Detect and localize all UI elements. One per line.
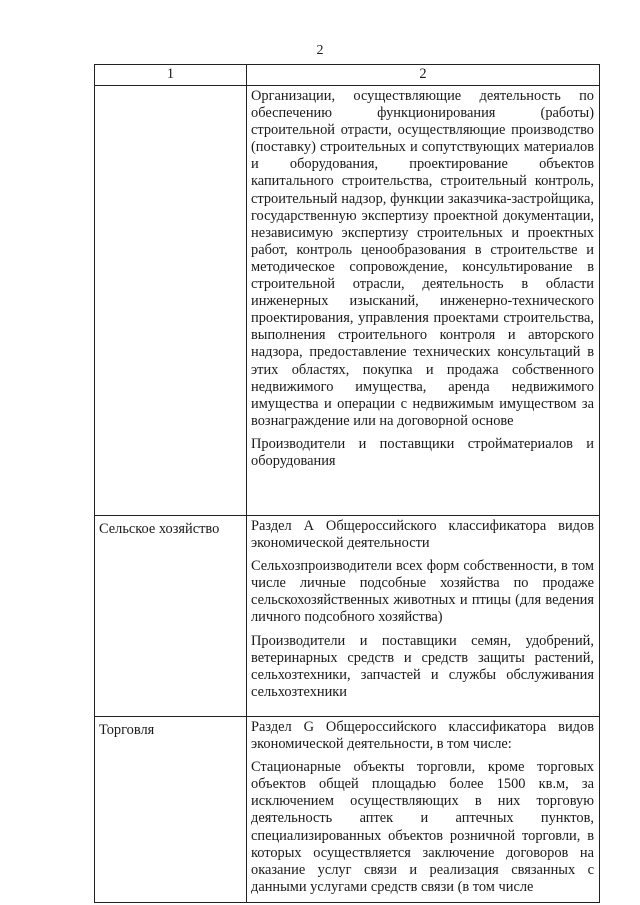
description-cell: [247, 516, 600, 717]
description-paragraph: Раздел G Общероссийского классификатора видов экономической деятельности, в том числе:: [251, 719, 594, 753]
description-cell: [247, 717, 600, 903]
description-paragraph: Стационарные объекты торговли, кроме торговых объектов общей площадью более 1500 кв.м, за исключением осуществляющих в них торговую деятельность аптек и аптечных пунктов, специализированных объектов розничной торговли, в которых осуществляется заключение договоров на оказание услуг связи и реализация связанных с данными услугами средств связи (в том числе: [251, 759, 594, 895]
table-row-trade: [95, 717, 600, 903]
column-header-2: 2: [247, 65, 600, 86]
description-paragraph: Раздел А Общероссийского классификатора видов экономической деятельности: [251, 518, 594, 552]
category-cell: Торговля: [95, 717, 247, 903]
table-row-agriculture: [95, 516, 600, 717]
description-paragraph: Производители и поставщики стройматериалов и оборудования: [251, 435, 594, 469]
category-cell: [95, 86, 247, 516]
description-paragraph: Сельхозпроизводители всех форм собственности, в том числе личные подсобные хозяйства по продаже сельскохозяйственных животных и птицы (для ведения личного подсобного хозяйства): [251, 558, 594, 626]
description-cell: [247, 86, 600, 516]
description-paragraph: Организации, осуществляющие деятельность по обеспечению функционирования (работы) строительной отрасти, осуществляющие производство (поставку) строительных и сопутствующих материалов и оборудования, проектирование объектов капитального строительства, строительный контроль, строительный надзор, функции заказчика-застройщика, государственную экспертизу проектной документации, независимую экспертизу строительных и проектных работ, контроль ценообразования в строительстве и методическое сопровождение, консультирование в строительной отрасли, деятельность в области инженерных изысканий, инженерно-технического проектирования, управления проектами строительства, выполнения строительного контроля и авторского надзора, предоставление технических консультаций в этих областях, покупка и продажа собственного недвижимого имущества, аренда недвижимого имущества и операции с недвижимым имуществом за вознаграждение или на договорной основе: [251, 88, 594, 429]
description-paragraph: Производители и поставщики семян, удобрений, ветеринарных средств и средств защиты растений, сельхозтехники, запчастей и службы обслуживания сельхозтехники: [251, 632, 594, 700]
activity-table: [94, 64, 600, 903]
page-number: 2: [316, 43, 324, 58]
category-cell: Сельское хозяйство: [95, 516, 247, 717]
table-header-row: [95, 65, 600, 86]
column-header-1: 1: [95, 65, 247, 86]
table-row-construction: [95, 86, 600, 516]
